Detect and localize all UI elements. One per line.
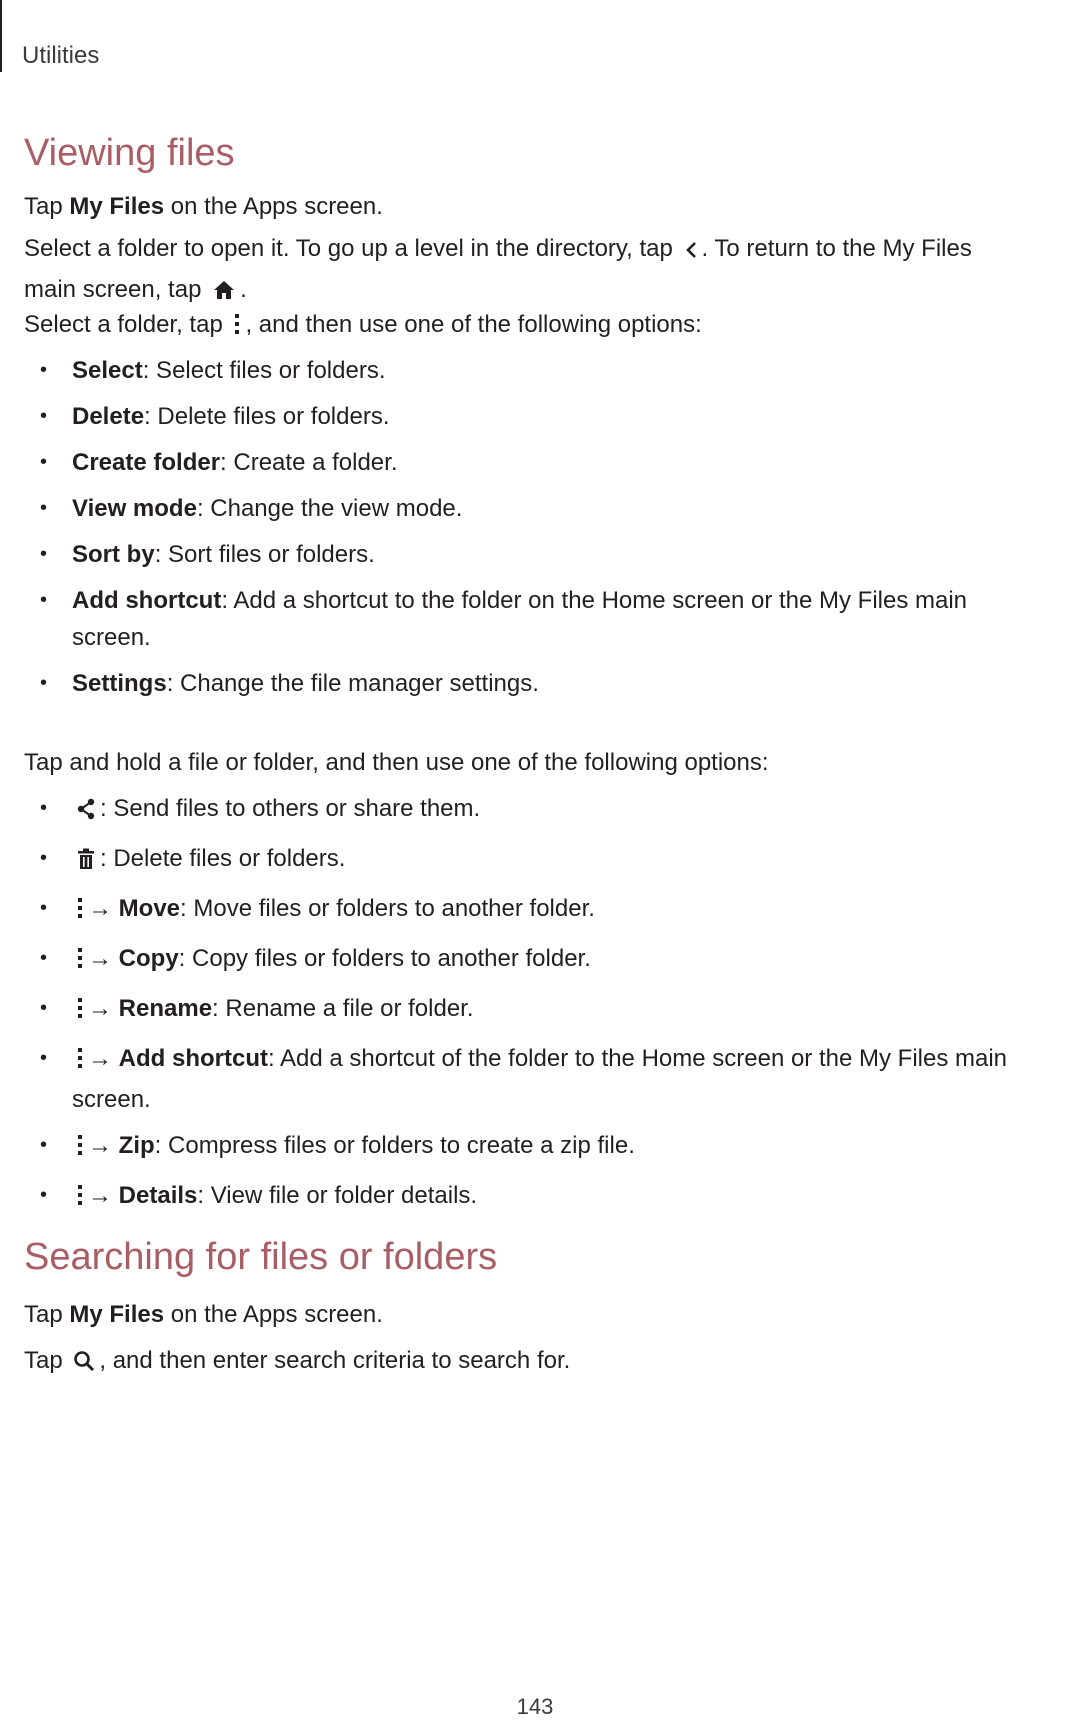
- list-item: • → Zip: Compress files or folders to create a zip file.: [0, 1127, 1018, 1168]
- more-options-icon: [76, 1044, 84, 1081]
- paragraph-navigate-folders: Select a folder to open it. To go up a level in the directory, tap . To return to the My Files main screen, tap .: [24, 230, 1018, 312]
- paragraph-open-my-files: Tap My Files on the Apps screen.: [24, 193, 383, 220]
- list-item: • Sort by: Sort files or folders.: [0, 536, 1018, 573]
- page-number: 143: [516, 1694, 554, 1719]
- more-options-icon: [76, 944, 84, 981]
- page-margin-rule: [0, 0, 2, 72]
- search-icon: [73, 1346, 95, 1383]
- paragraph-folder-options-intro: Select a folder, tap , and then use one of the following options:: [24, 306, 1018, 347]
- bullet-icon: •: [40, 497, 48, 519]
- list-item: • Delete: Delete files or folders.: [0, 398, 1018, 435]
- section-title-viewing-files: Viewing files: [24, 132, 235, 174]
- list-item: • → Move: Move files or folders to another folder.: [0, 890, 1018, 931]
- list-item: • → Add shortcut: Add a shortcut of the folder to the Home screen or the My Files main screen.: [0, 1040, 1018, 1118]
- list-item: • View mode: Change the view mode.: [0, 490, 1018, 527]
- paragraph-open-my-files-search: Tap My Files on the Apps screen.: [24, 1301, 383, 1328]
- list-item: • : Delete files or folders.: [0, 840, 1018, 881]
- bullet-icon: •: [40, 451, 48, 473]
- more-options-icon: [76, 1181, 84, 1218]
- trash-icon: [76, 844, 96, 881]
- share-icon: [76, 794, 96, 831]
- bullet-icon: •: [40, 847, 48, 869]
- bullet-icon: •: [40, 672, 48, 694]
- list-item: • Settings: Change the file manager settings.: [0, 665, 1018, 702]
- bullet-icon: •: [40, 1047, 48, 1069]
- bullet-icon: •: [40, 359, 48, 381]
- bullet-icon: •: [40, 1184, 48, 1206]
- bullet-icon: •: [40, 947, 48, 969]
- more-options-icon: [76, 994, 84, 1031]
- more-options-icon: [76, 894, 84, 931]
- chapter-header: Utilities: [22, 42, 100, 69]
- bullet-icon: •: [40, 797, 48, 819]
- more-options-icon: [76, 1131, 84, 1168]
- back-chevron-icon: [684, 234, 698, 271]
- bullet-icon: •: [40, 589, 48, 611]
- list-item: • Add shortcut: Add a shortcut to the folder on the Home screen or the My Files main screen.: [0, 582, 1018, 656]
- folder-options-list: [0, 352, 1018, 711]
- list-item: • Create folder: Create a folder.: [0, 444, 1018, 481]
- paragraph-hold-options-intro: Tap and hold a file or folder, and then use one of the following options:: [24, 749, 769, 776]
- more-options-icon: [233, 310, 241, 347]
- list-item: • → Details: View file or folder details.: [0, 1177, 1018, 1218]
- list-item: • → Copy: Copy files or folders to another folder.: [0, 940, 1018, 981]
- bullet-icon: •: [40, 1134, 48, 1156]
- list-item: • Select: Select files or folders.: [0, 352, 1018, 389]
- hold-options-list: [0, 790, 1018, 1227]
- section-title-searching: Searching for files or folders: [24, 1236, 498, 1278]
- bullet-icon: •: [40, 405, 48, 427]
- bullet-icon: •: [40, 897, 48, 919]
- list-item: • → Rename: Rename a file or folder.: [0, 990, 1018, 1031]
- bullet-icon: •: [40, 997, 48, 1019]
- bullet-icon: •: [40, 543, 48, 565]
- list-item: • : Send files to others or share them.: [0, 790, 1018, 831]
- paragraph-search-instructions: Tap , and then enter search criteria to search for.: [24, 1342, 1018, 1383]
